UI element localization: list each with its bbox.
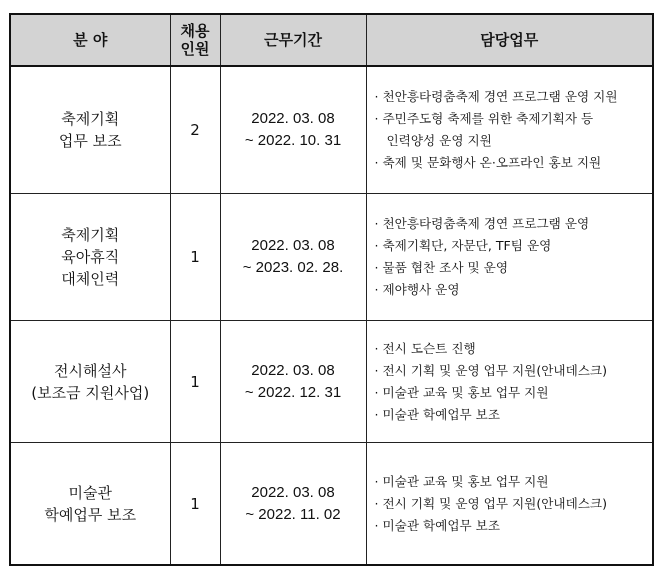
period-start: 2022. 03. 08	[251, 483, 335, 501]
count-cell: 1	[170, 321, 220, 443]
period-cell	[220, 66, 366, 194]
field-line: 대체인력	[61, 270, 120, 288]
field-line: 업무 보조	[58, 132, 122, 150]
field-line: 육아휴직	[61, 248, 120, 266]
duty-item: · 전시 기획 및 운영 업무 지원(안내데스크)	[374, 362, 607, 378]
period-cell	[220, 443, 366, 566]
field-line: 학예업무 보조	[44, 505, 137, 524]
field-cell	[10, 66, 170, 194]
header-count-line2: 인원	[180, 40, 210, 58]
duty-item: · 주민주도형 축제를 위한 축제기획자 등	[374, 111, 594, 126]
period-cell	[220, 194, 366, 321]
duties-cell	[366, 443, 653, 566]
header-count	[170, 14, 220, 66]
period-start: 2022. 03. 08	[251, 361, 335, 379]
period-end: ~ 2022. 10. 31	[244, 132, 342, 149]
duty-item: · 제야행사 운영	[374, 282, 460, 297]
count-cell: 1	[170, 443, 220, 566]
field-line: 미술관	[68, 483, 112, 502]
duty-item: · 미술관 교육 및 홍보 업무 지원	[374, 473, 549, 489]
table-header-row	[10, 14, 653, 66]
count-cell: 1	[170, 194, 220, 321]
table-row	[10, 321, 653, 443]
duty-item-continuation: 인력양성 운영 지원	[386, 133, 492, 148]
field-line: 축제기획	[61, 110, 120, 128]
header-period: 근무기간	[220, 14, 366, 66]
duty-item: · 전시 기획 및 운영 업무 지원(안내데스크)	[374, 495, 607, 511]
recruitment-table	[9, 13, 654, 566]
duties-cell	[366, 194, 653, 321]
duty-item: · 축제기획단, 자문단, TF팀 운영	[374, 238, 552, 253]
duty-item: · 축제 및 문화행사 온·오프라인 홍보 지원	[374, 155, 602, 170]
table-row	[10, 194, 653, 321]
duty-item: · 전시 도슨트 진행	[374, 340, 476, 356]
period-end: ~ 2023. 02. 28.	[242, 259, 344, 276]
header-duties: 담당업무	[366, 14, 653, 66]
duty-item: · 천안흥타령춤축제 경연 프로그램 운영	[374, 216, 590, 231]
period-end: ~ 2022. 11. 02	[245, 505, 341, 523]
duty-item: · 천안흥타령춤축제 경연 프로그램 운영 지원	[374, 89, 618, 104]
field-cell	[10, 443, 170, 566]
field-cell	[10, 194, 170, 321]
duty-item: · 미술관 학예업무 보조	[374, 406, 501, 422]
header-field: 분 야	[10, 14, 170, 66]
table-row	[10, 443, 653, 566]
field-line: 축제기획	[61, 226, 120, 244]
period-cell	[220, 321, 366, 443]
period-start: 2022. 03. 08	[251, 237, 335, 254]
count-cell: 2	[170, 66, 220, 194]
table-row	[10, 66, 653, 194]
period-end: ~ 2022. 12. 31	[244, 383, 342, 401]
duty-item: · 물품 협찬 조사 및 운영	[374, 260, 509, 275]
field-line: 전시해설사	[54, 361, 127, 380]
duties-cell	[366, 66, 653, 194]
duties-cell	[366, 321, 653, 443]
header-count-line1: 채용	[180, 22, 210, 40]
duty-item: · 미술관 학예업무 보조	[374, 517, 501, 533]
field-cell	[10, 321, 170, 443]
field-line: (보조금 지원사업)	[31, 383, 150, 402]
period-start: 2022. 03. 08	[251, 110, 335, 127]
duty-item: · 미술관 교육 및 홍보 업무 지원	[374, 384, 549, 400]
